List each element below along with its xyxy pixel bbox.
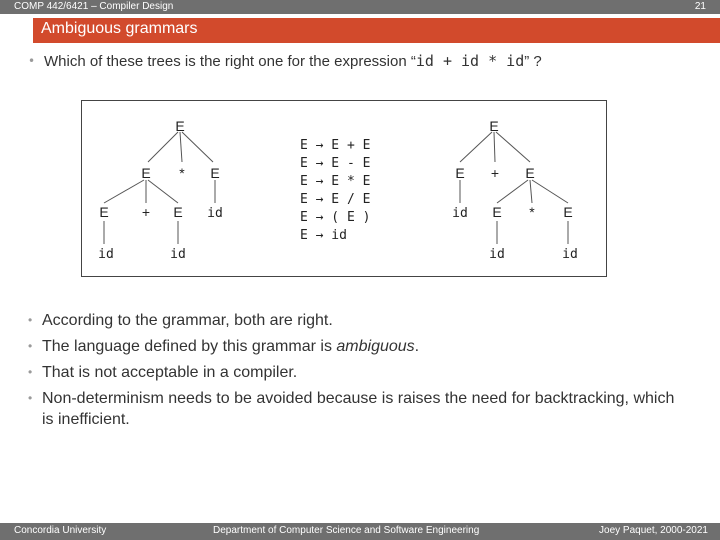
title-bar <box>33 18 720 43</box>
bullet-dot: • <box>28 339 33 353</box>
page-number: 21 <box>694 1 706 12</box>
bullet-dot: • <box>28 313 33 327</box>
grammar-rule: E → E + E <box>300 138 371 153</box>
bullet-emphasis: ambiguous <box>336 338 415 355</box>
bullet-text: That is not acceptable in a compiler. <box>42 364 298 381</box>
bullet-item <box>28 388 688 430</box>
right-node-e: E <box>563 204 573 220</box>
left-leaf-id: id <box>98 247 114 262</box>
bullet-dot: • <box>28 54 36 68</box>
left-leaf-id: id <box>207 206 223 221</box>
question-text <box>44 52 542 70</box>
left-node-e: E <box>210 165 220 181</box>
grammar-rule: E → ( E ) <box>300 210 371 225</box>
bullet-text: . <box>414 338 420 355</box>
right-node-times: * <box>529 204 535 220</box>
right-leaf-id: id <box>489 247 505 262</box>
bullet-text: According to the grammar, both are right. <box>42 312 333 329</box>
grammar-rule: E → id <box>300 228 347 243</box>
footer-bar <box>0 523 720 540</box>
footer-university: Concordia University <box>14 525 107 536</box>
left-node-e: E <box>141 165 151 181</box>
bullet-dot: • <box>28 391 33 405</box>
parse-tree-figure <box>81 100 607 277</box>
grammar-rule: E → E / E <box>300 192 371 207</box>
bullet-item <box>28 362 688 383</box>
question-expression: id + id * id <box>415 52 525 70</box>
left-leaf-id: id <box>170 247 186 262</box>
bullet-item <box>28 310 688 331</box>
bullet-list <box>28 310 688 435</box>
right-node-e: E <box>525 165 535 181</box>
right-node-plus: + <box>490 165 500 181</box>
bullet-text: The language defined by this grammar is <box>42 338 337 355</box>
left-node-plus: + <box>141 204 151 220</box>
question-prefix: Which of these trees is the right one for the expression “ <box>44 53 416 70</box>
footer-department: Department of Computer Science and Software Engineering <box>213 525 480 536</box>
left-node-times: * <box>179 165 185 181</box>
grammar-rule: E → E * E <box>300 174 371 189</box>
right-leaf-id: id <box>452 206 468 221</box>
left-root-node: E <box>175 118 185 134</box>
bullet-item <box>28 336 688 357</box>
question-suffix: ” ? <box>524 53 542 70</box>
slide-title: Ambiguous grammars <box>41 20 198 37</box>
right-root-node: E <box>489 118 499 134</box>
bullet-dot: • <box>28 365 33 379</box>
footer-author: Joey Paquet, 2000-2021 <box>599 525 708 536</box>
parse-trees-svg <box>82 101 606 276</box>
right-node-e: E <box>455 165 465 181</box>
header-bar <box>0 0 720 14</box>
left-node-e: E <box>173 204 183 220</box>
right-leaf-id: id <box>562 247 578 262</box>
right-node-e: E <box>492 204 502 220</box>
course-title: COMP 442/6421 – Compiler Design <box>14 1 174 12</box>
grammar-rules <box>300 138 370 243</box>
grammar-rule: E → E - E <box>300 156 371 171</box>
bullet-text: Non-determinism needs to be avoided because is raises the need for backtracking, which is inefficient. <box>42 390 675 428</box>
left-node-e: E <box>99 204 109 220</box>
